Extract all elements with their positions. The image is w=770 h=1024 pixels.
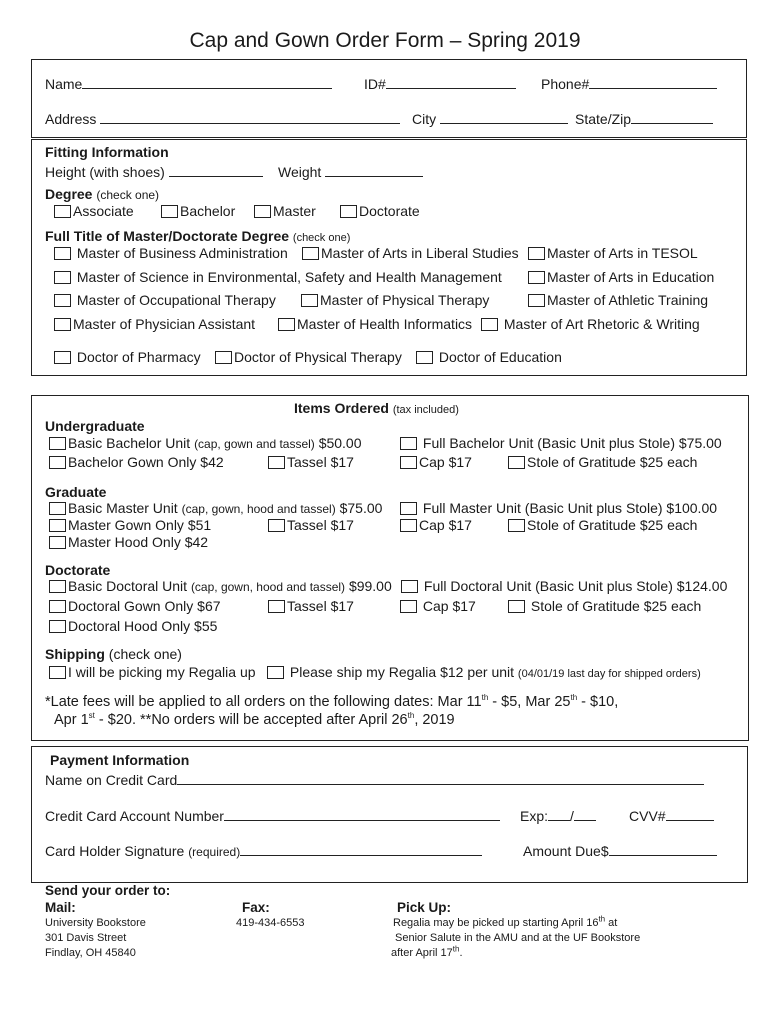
checkbox[interactable]	[54, 247, 71, 260]
doctorate-full[interactable]: Full Doctoral Unit (Basic Unit plus Stole) $124.00	[401, 578, 727, 594]
fax-number: 419-434-6553	[236, 917, 305, 929]
checkbox[interactable]	[49, 456, 66, 469]
checkbox[interactable]	[508, 519, 525, 532]
degree-associate[interactable]: Associate	[54, 203, 134, 219]
city-field[interactable]	[412, 109, 568, 127]
checkbox[interactable]	[54, 271, 71, 284]
checkbox[interactable]	[340, 205, 357, 218]
degree-heading	[45, 186, 159, 202]
program-pharmacy[interactable]: Doctor of Pharmacy	[54, 349, 201, 365]
amount-due-label: Amount Due$	[523, 843, 609, 859]
name-on-card-field[interactable]	[45, 770, 704, 788]
mail-line-3: Findlay, OH 45840	[45, 947, 136, 959]
fax-label: Fax:	[242, 900, 270, 915]
fitting-heading: Fitting Information	[45, 144, 169, 160]
undergrad-cap[interactable]: Cap $17	[400, 454, 472, 470]
checkbox[interactable]	[528, 247, 545, 260]
checkbox[interactable]	[49, 437, 66, 450]
pickup-line-1: Regalia may be picked up starting April 16th at	[393, 914, 618, 929]
checkbox[interactable]	[49, 519, 66, 532]
undergrad-gown[interactable]: Bachelor Gown Only $42	[49, 454, 224, 470]
checkbox[interactable]	[400, 502, 417, 515]
checkbox[interactable]	[400, 519, 417, 532]
checkbox[interactable]	[401, 580, 418, 593]
shipping-heading	[45, 646, 182, 662]
program-arw[interactable]: Master of Art Rhetoric & Writing	[481, 316, 700, 332]
pickup-line-3: after April 17th.	[391, 944, 463, 959]
checkbox[interactable]	[528, 271, 545, 284]
items-heading	[294, 400, 459, 416]
program-ot[interactable]: Master of Occupational Therapy	[54, 292, 276, 308]
name-on-card-label: Name on Credit Card	[45, 772, 178, 788]
checkbox[interactable]	[416, 351, 433, 364]
undergrad-basic[interactable]: Basic Bachelor Unit (cap, gown and tassel) $50.00	[49, 435, 362, 451]
amount-due-field[interactable]	[523, 841, 717, 859]
grad-full[interactable]: Full Master Unit (Basic Unit plus Stole) $100.00	[400, 500, 717, 516]
checkbox[interactable]	[400, 600, 417, 613]
checkbox[interactable]	[49, 666, 66, 679]
program-pt[interactable]: Master of Physical Therapy	[301, 292, 489, 308]
shipping-check-one: (check one)	[108, 646, 182, 662]
checkbox[interactable]	[161, 205, 178, 218]
checkbox[interactable]	[54, 351, 71, 364]
height-field[interactable]	[45, 162, 263, 180]
exp-label: Exp:	[520, 808, 549, 824]
signature-label: Card Holder Signature	[45, 843, 185, 859]
program-eshm[interactable]: Master of Science in Environmental, Safety and Health Management	[54, 269, 502, 285]
card-number-field[interactable]	[45, 806, 500, 824]
mail-line-2: 301 Davis Street	[45, 932, 127, 944]
phone-label: Phone#	[541, 76, 590, 92]
checkbox[interactable]	[268, 519, 285, 532]
doctorate-basic[interactable]: Basic Doctoral Unit (cap, gown, hood and tassel) $99.00	[49, 578, 392, 594]
checkbox[interactable]	[302, 247, 319, 260]
pickup-label: Pick Up:	[397, 900, 452, 915]
address-label: Address	[45, 111, 97, 127]
signature-required: (required)	[188, 845, 241, 859]
checkbox[interactable]	[301, 294, 318, 307]
degree-label: Degree	[45, 186, 93, 202]
doctorate-cap[interactable]: Cap $17	[400, 598, 476, 614]
degree-master[interactable]: Master	[254, 203, 316, 219]
card-number-label: Credit Card Account Number	[45, 808, 224, 824]
program-mals[interactable]: Master of Arts in Liberal Studies	[302, 245, 519, 261]
state-zip-label: State/Zip	[575, 111, 632, 127]
payment-heading: Payment Information	[50, 752, 190, 768]
checkbox[interactable]	[49, 620, 66, 633]
program-education[interactable]: Master of Arts in Education	[528, 269, 714, 285]
grad-heading: Graduate	[45, 484, 107, 500]
checkbox[interactable]	[400, 456, 417, 469]
tax-note: (tax included)	[392, 404, 459, 416]
shipping-pickup[interactable]: I will be picking my Regalia up	[49, 664, 256, 680]
program-edd[interactable]: Doctor of Education	[416, 349, 562, 365]
grad-stole[interactable]: Stole of Gratitude $25 each	[508, 517, 697, 533]
doctorate-gown[interactable]: Doctoral Gown Only $67	[49, 598, 221, 614]
checkbox[interactable]	[54, 205, 71, 218]
checkbox[interactable]	[268, 456, 285, 469]
weight-field[interactable]	[278, 162, 423, 180]
items-title: Items Ordered	[294, 400, 389, 416]
late-fees-line2: Apr 1st - $20. **No orders will be accepted after April 26th, 2019	[54, 711, 455, 728]
doctorate-hood[interactable]: Doctoral Hood Only $55	[49, 618, 217, 634]
checkbox[interactable]	[267, 666, 284, 679]
checkbox[interactable]	[215, 351, 232, 364]
degree-check-one: (check one)	[96, 188, 160, 202]
checkbox[interactable]	[54, 294, 71, 307]
name-field[interactable]	[45, 74, 332, 92]
full-title-label: Full Title of Master/Doctorate Degree	[45, 228, 290, 244]
undergrad-full[interactable]: Full Bachelor Unit (Basic Unit plus Stole) $75.00	[400, 435, 722, 451]
full-title-heading	[45, 228, 350, 244]
checkbox[interactable]	[49, 580, 66, 593]
checkbox[interactable]	[49, 536, 66, 549]
checkbox[interactable]	[528, 294, 545, 307]
grad-gown[interactable]: Master Gown Only $51	[49, 517, 211, 533]
phone-field[interactable]	[541, 74, 717, 92]
grad-tassel[interactable]: Tassel $17	[268, 517, 354, 533]
mail-label: Mail:	[45, 900, 76, 915]
checkbox[interactable]	[54, 318, 71, 331]
grad-cap[interactable]: Cap $17	[400, 517, 472, 533]
degree-doctorate[interactable]: Doctorate	[340, 203, 420, 219]
form-title: Cap and Gown Order Form – Spring 2019	[189, 29, 581, 52]
exp-field[interactable]: Exp: /	[520, 806, 596, 824]
shipping-label: Shipping	[45, 646, 105, 662]
degree-bachelor[interactable]: Bachelor	[161, 203, 235, 219]
cvv-field[interactable]	[629, 806, 714, 824]
grad-hood[interactable]: Master Hood Only $42	[49, 534, 208, 550]
undergrad-heading: Undergraduate	[45, 418, 145, 434]
checkbox[interactable]	[400, 437, 417, 450]
checkbox[interactable]	[508, 600, 525, 613]
late-fees-line1: *Late fees will be applied to all orders on the following dates: Mar 11th - $5, Mar 25th - $10,	[45, 693, 619, 710]
program-pa[interactable]: Master of Physician Assistant	[54, 316, 255, 332]
address-field[interactable]	[45, 109, 400, 127]
grad-basic[interactable]: Basic Master Unit (cap, gown, hood and tassel) $75.00	[49, 500, 382, 516]
weight-label: Weight	[278, 164, 322, 180]
mail-line-1: University Bookstore	[45, 917, 146, 929]
program-at[interactable]: Master of Athletic Training	[528, 292, 708, 308]
send-heading: Send your order to:	[45, 883, 171, 898]
city-label: City	[412, 111, 437, 127]
state-zip-field[interactable]	[575, 109, 713, 127]
doctorate-tassel[interactable]: Tassel $17	[268, 598, 354, 614]
program-tesol[interactable]: Master of Arts in TESOL	[528, 245, 698, 261]
height-label: Height (with shoes)	[45, 164, 165, 180]
id-label: ID#	[364, 76, 386, 92]
undergrad-tassel[interactable]: Tassel $17	[268, 454, 354, 470]
checkbox[interactable]	[254, 205, 271, 218]
checkbox[interactable]	[278, 318, 295, 331]
checkbox[interactable]	[49, 600, 66, 613]
program-hi[interactable]: Master of Health Informatics	[278, 316, 472, 332]
program-mba[interactable]: Master of Business Administration	[54, 245, 288, 261]
doctorate-stole[interactable]: Stole of Gratitude $25 each	[508, 598, 701, 614]
checkbox[interactable]	[268, 600, 285, 613]
id-field[interactable]	[364, 74, 516, 92]
checkbox[interactable]	[49, 502, 66, 515]
full-title-check-one: (check one)	[292, 232, 351, 244]
name-label: Name	[45, 76, 83, 92]
shipping-ship[interactable]: Please ship my Regalia $12 per unit (04/01/19 last day for shipped orders)	[267, 664, 701, 680]
program-dpt[interactable]: Doctor of Physical Therapy	[215, 349, 402, 365]
cvv-label: CVV#	[629, 808, 666, 824]
checkbox[interactable]	[481, 318, 498, 331]
undergrad-stole[interactable]: Stole of Gratitude $25 each	[508, 454, 697, 470]
doctorate-heading: Doctorate	[45, 562, 111, 578]
pickup-line-2: Senior Salute in the AMU and at the UF Bookstore	[395, 932, 641, 944]
signature-field[interactable]	[45, 841, 482, 859]
checkbox[interactable]	[508, 456, 525, 469]
